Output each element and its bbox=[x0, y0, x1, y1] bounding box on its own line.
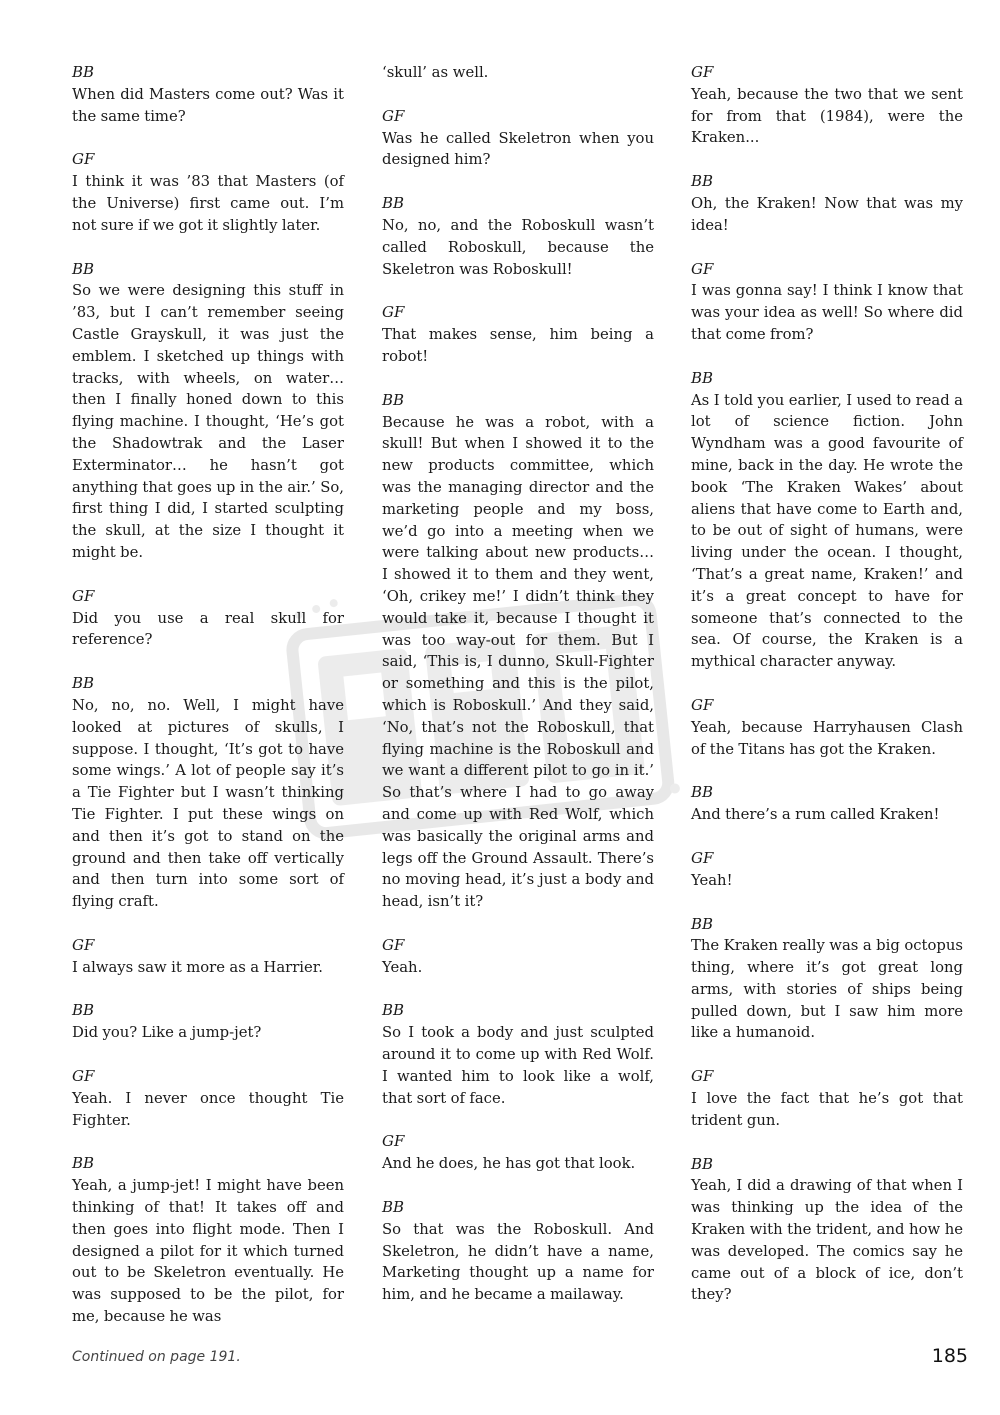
dialogue-text: Yeah. bbox=[382, 958, 423, 976]
dialogue-text: So we were designing this stuff in ’83, but I can’t remember seeing Castle Grayskull, it was just the emblem. I sketched up things with tracks, with wheels, on water… then I finally honed down to this flying machine. I thought, ‘He’s got the Shadowtrak and the Laser Exterminator… he hasn’t got anything that goes up in the air.’ So, first thing I did, I started sculpting the skull, at the size I thought it might be. bbox=[72, 282, 344, 561]
speaker-label: BB bbox=[691, 783, 714, 802]
dialogue-entry bbox=[72, 149, 344, 236]
dialogue-text: As I told you earlier, I used to read a lot of science fiction. John Wyndham was a good favourite of mine, back in the day. He wrote the book ‘The Kraken Wakes’ about aliens that have come to Earth and, to be out of sight of humans, were living under the ocean. I thought, ‘That’s a great name, Kraken!’ and it’s a great concept to have for someone that’s connected to the sea. Of course, the Kraken is a mythical character anyway. bbox=[691, 391, 963, 671]
speaker-label: GF bbox=[72, 586, 95, 605]
speaker-label: GF bbox=[72, 935, 95, 954]
dialogue-entry bbox=[691, 914, 963, 1045]
dialogue-text: Yeah, because Harryhausen Clash of the Titans has got the Kraken. bbox=[691, 718, 963, 758]
speaker-label: BB bbox=[72, 1154, 95, 1173]
speaker-label: GF bbox=[72, 150, 95, 169]
speaker-label: BB bbox=[72, 1001, 95, 1020]
dialogue-text: Yeah, a jump-jet! I might have been thinking of that! It takes off and then goes into flight mode. Then I designed a pilot for it which turned out to be Skeletron eventually. He was supposed to be the pilot, for me, because he was bbox=[72, 1177, 344, 1326]
speaker-label: BB bbox=[691, 1154, 714, 1173]
dialogue-entry bbox=[691, 1154, 963, 1307]
dialogue-text: Did you use a real skull for reference? bbox=[72, 609, 344, 649]
dialogue-entry bbox=[72, 1153, 344, 1327]
dialogue-text: When did Masters come out? Was it the same time? bbox=[72, 85, 344, 125]
dialogue-entry bbox=[382, 1131, 654, 1175]
dialogue-entry bbox=[382, 935, 654, 979]
dialogue-text: Yeah. I never once thought Tie Fighter. bbox=[72, 1089, 344, 1129]
speaker-label: GF bbox=[691, 1067, 714, 1086]
speaker-label: BB bbox=[382, 194, 405, 213]
dialogue-text: Because he was a robot, with a skull! But when I showed it to the new products committee, which was the managing director and the marketing people and my boss, we’d go into a meeting when we were talking about new products… I showed it to them and they went, ‘Oh, crikey me!’ I didn’t think they would take it, because I thought it was too way-out for them. But I said, ‘This is, I dunno, Skull-Fighter or something and this is the pilot, which is Roboskull.’ And they said, ‘No, that’s not the Roboskull, that flying machine is the Roboskull and we want a different pilot to go in it.’ So that’s where I had to go away and come up with Red Wolf, which was basically the original arms and legs off the Ground Assault. There’s no moving head, it’s just a body and head, isn’t it? bbox=[382, 413, 654, 911]
dialogue-entry bbox=[691, 848, 963, 892]
dialogue-entry bbox=[72, 586, 344, 651]
dialogue-entry bbox=[382, 390, 654, 913]
speaker-label: BB bbox=[382, 1001, 405, 1020]
dialogue-text: No, no, no. Well, I might have looked at pictures of skulls, I suppose. I thought, ‘It’s got to have some wings.’ A lot of people say it’s a Tie Fighter but I wasn’t thinking Tie Fighter. I put these wings on and then it’s got to stand on the ground and then take off vertically and then turn into some sort of flying craft. bbox=[72, 696, 344, 911]
dialogue-text: Oh, the Kraken! Now that was my idea! bbox=[691, 194, 963, 234]
column-left bbox=[72, 62, 344, 1350]
continued-text: ‘skull’ as well. bbox=[382, 64, 489, 81]
dialogue-entry bbox=[691, 259, 963, 346]
dialogue-entry bbox=[382, 302, 654, 367]
speaker-label: GF bbox=[382, 1132, 405, 1151]
dialogue-entry bbox=[691, 1066, 963, 1131]
dialogue-entry bbox=[691, 368, 963, 673]
dialogue-entry bbox=[72, 935, 344, 979]
speaker-label: GF bbox=[691, 848, 714, 867]
column-middle bbox=[382, 62, 654, 1328]
speaker-label: GF bbox=[382, 303, 405, 322]
speaker-label: GF bbox=[382, 935, 405, 954]
speaker-label: GF bbox=[691, 63, 714, 81]
dialogue-text: I always saw it more as a Harrier. bbox=[72, 958, 323, 976]
speaker-label: BB bbox=[382, 390, 405, 409]
dialogue-text: The Kraken really was a big octopus thing, where it’s got great long arms, with stories of ships being pulled down, but I saw him more like a humanoid. bbox=[691, 937, 963, 1042]
dialogue-text: I think it was ’83 that Masters (of the Universe) first came out. I’m not sure if we got it slightly later. bbox=[72, 173, 344, 234]
dialogue-entry bbox=[382, 193, 654, 280]
dialogue-text: No, no, and the Roboskull wasn’t called Roboskull, because the Skeletron was Roboskull! bbox=[382, 216, 654, 278]
speaker-label: BB bbox=[691, 368, 714, 387]
speaker-label: BB bbox=[691, 914, 714, 933]
speaker-label: BB bbox=[382, 1198, 405, 1217]
dialogue-entry bbox=[691, 62, 963, 149]
dialogue-entry bbox=[691, 171, 963, 236]
speaker-label: BB bbox=[72, 259, 95, 278]
dialogue-text: I love the fact that he’s got that trident gun. bbox=[691, 1090, 963, 1129]
dialogue-entry bbox=[72, 1000, 344, 1044]
dialogue-entry bbox=[382, 106, 654, 171]
dialogue-text: I was gonna say! I think I know that was your idea as well! So where did that come from? bbox=[691, 282, 963, 343]
dialogue-text: Did you? Like a jump-jet? bbox=[72, 1024, 262, 1042]
dialogue-entry bbox=[382, 1000, 654, 1109]
speaker-label: GF bbox=[382, 106, 405, 125]
dialogue-text: So I took a body and just sculpted around it to come up with Red Wolf. I wanted him to look like a wolf, that sort of face. bbox=[382, 1024, 654, 1107]
speaker-label: BB bbox=[72, 674, 95, 693]
dialogue-text: And he does, he has got that look. bbox=[382, 1155, 636, 1173]
dialogue-entry bbox=[691, 695, 963, 760]
dialogue-text: That makes sense, him being a robot! bbox=[382, 326, 654, 365]
continued-note: Continued on page 191. bbox=[72, 1349, 241, 1365]
dialogue-entry bbox=[72, 62, 344, 127]
dialogue-text: Yeah, because the two that we sent for from that (1984), were the Kraken... bbox=[691, 85, 963, 147]
speaker-label: GF bbox=[691, 695, 714, 714]
dialogue-entry bbox=[72, 1066, 344, 1131]
dialogue-text: Yeah! bbox=[691, 871, 733, 889]
dialogue-entry bbox=[72, 673, 344, 913]
dialogue-entry bbox=[382, 1197, 654, 1306]
dialogue-text: Yeah, I did a drawing of that when I was thinking up the idea of the Kraken with the trident, and how he was developed. The comics say he came out of a block of ice, don’t they? bbox=[691, 1177, 963, 1304]
dialogue-text: And there’s a rum called Kraken! bbox=[691, 806, 940, 824]
speaker-label: BB bbox=[72, 63, 95, 81]
speaker-label: BB bbox=[691, 172, 714, 191]
dialogue-entry bbox=[72, 259, 344, 564]
dialogue-text: So that was the Roboskull. And Skeletron, he didn’t have a name, Marketing thought up a name for him, and he became a mailaway. bbox=[382, 1220, 654, 1304]
page-number: 185 bbox=[931, 1345, 968, 1367]
speaker-label: GF bbox=[691, 259, 714, 278]
speaker-label: GF bbox=[72, 1067, 95, 1086]
column-right bbox=[691, 62, 963, 1328]
dialogue-entry bbox=[691, 782, 963, 826]
dialogue-text: Was he called Skeletron when you designed him? bbox=[382, 129, 654, 169]
